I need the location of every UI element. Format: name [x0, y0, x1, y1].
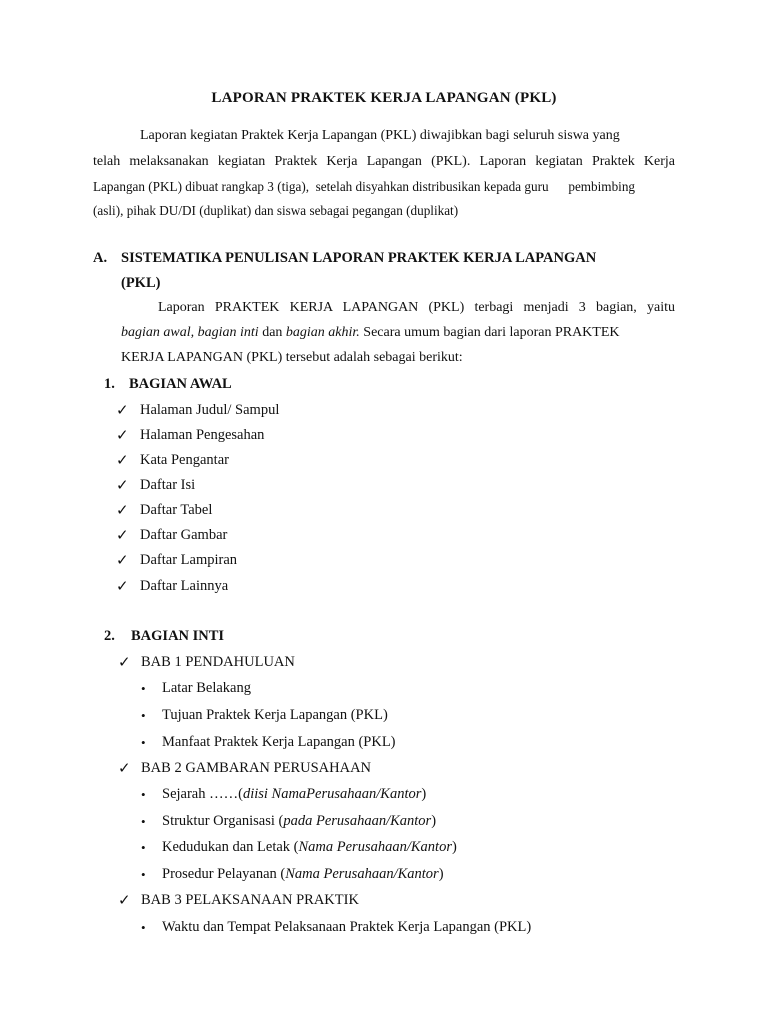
section-a-text-1: dan: [258, 325, 286, 340]
check-icon: ✓: [116, 503, 129, 519]
section-a-italic-1: bagian awal, bagian inti: [121, 325, 259, 340]
check-icon: ✓: [116, 579, 129, 595]
check-icon: ✓: [116, 428, 129, 444]
bab-1-item: Latar Belakang: [162, 680, 251, 696]
bullet-icon: •: [141, 840, 146, 855]
bagian-inti-heading: BAGIAN INTI: [131, 628, 225, 644]
bullet-icon: •: [141, 867, 146, 882]
bagian-awal-number: 1.: [104, 376, 115, 392]
bagian-awal-item: Halaman Judul/ Sampul: [140, 402, 280, 418]
bagian-awal-item: Daftar Lainnya: [140, 578, 229, 594]
check-icon: ✓: [116, 478, 129, 494]
bullet-icon: •: [141, 735, 146, 750]
bab-2-item-italic: Nama Perusahaan/Kantor: [298, 839, 452, 855]
intro-line-4: (asli), pihak DU/DI (duplikat) dan siswa sebagai pegangan (duplikat): [93, 203, 459, 218]
bab-2-item: [162, 786, 426, 803]
bagian-awal-item: Halaman Pengesahan: [140, 427, 265, 443]
bagian-awal-heading: BAGIAN AWAL: [129, 376, 232, 392]
section-a-para-line-3: KERJA LAPANGAN (PKL) tersebut adalah sebagai berikut:: [121, 350, 463, 365]
bab-2-item-text: Kedudukan dan Letak (: [162, 839, 299, 855]
bullet-icon: •: [141, 920, 146, 935]
check-icon: ✓: [116, 453, 129, 469]
bab-2-item-text: Prosedur Pelayanan (: [162, 866, 286, 882]
bab-2-item-close: ): [431, 813, 437, 829]
bab-2-item-close: ): [421, 786, 427, 802]
bab-2-item: [162, 813, 436, 830]
bab-1-label: BAB 1 PENDAHULUAN: [141, 654, 295, 670]
check-icon: ✓: [118, 655, 131, 671]
bab-3-label: BAB 3 PELAKSANAAN PRAKTIK: [141, 892, 359, 908]
section-a-text-2: Secara umum bagian dari laporan PRAKTEK: [359, 325, 620, 340]
bullet-icon: •: [141, 708, 146, 723]
bab-2-item: [162, 866, 444, 883]
bab-3-item: Waktu dan Tempat Pelaksanaan Praktek Kerja Lapangan (PKL): [162, 919, 532, 935]
bullet-icon: •: [141, 814, 146, 829]
section-a-heading-line-1: SISTEMATIKA PENULISAN LAPORAN PRAKTEK KERJA LAPANGAN: [121, 250, 597, 266]
bagian-awal-item: Daftar Gambar: [140, 527, 228, 543]
intro-line-3: Lapangan (PKL) dibuat rangkap 3 (tiga), setelah disyahkan distribusikan kepada guru pembimbing: [93, 179, 636, 194]
bab-2-item-italic: diisi NamaPerusahaan/Kantor: [242, 786, 422, 802]
check-icon: ✓: [118, 893, 131, 909]
section-a-para-line-1: Laporan PRAKTEK KERJA LAPANGAN (PKL) terbagi menjadi 3 bagian, yaitu: [158, 300, 675, 315]
section-a-heading-line-2: (PKL): [121, 275, 161, 291]
bagian-inti-number: 2.: [104, 628, 115, 644]
bab-2-item-text: Sejarah ……(: [162, 786, 243, 802]
bullet-icon: •: [141, 681, 146, 696]
check-icon: ✓: [116, 403, 129, 419]
bab-2-item-text: Struktur Organisasi (: [162, 813, 284, 829]
section-a-letter: A.: [93, 250, 108, 266]
document-title: LAPORAN PRAKTEK KERJA LAPANGAN (PKL): [211, 90, 557, 106]
check-icon: ✓: [116, 528, 129, 544]
bab-2-label: BAB 2 GAMBARAN PERUSAHAAN: [141, 760, 372, 776]
bagian-awal-item: Kata Pengantar: [140, 452, 229, 468]
check-icon: ✓: [116, 553, 129, 569]
bab-1-item: Manfaat Praktek Kerja Lapangan (PKL): [162, 734, 396, 750]
bagian-awal-item: Daftar Lampiran: [140, 552, 238, 568]
intro-line-1: Laporan kegiatan Praktek Kerja Lapangan (PKL) diwajibkan bagi seluruh siswa yang: [140, 128, 620, 143]
bab-2-item-italic: Nama Perusahaan/Kantor: [285, 866, 439, 882]
bab-1-item: Tujuan Praktek Kerja Lapangan (PKL): [162, 707, 388, 723]
section-a-para-line-2: [121, 325, 620, 341]
bab-2-item-close: ): [438, 866, 444, 882]
bab-2-item-italic: pada Perusahaan/Kantor: [283, 813, 432, 829]
bagian-awal-item: Daftar Isi: [140, 477, 196, 493]
bab-2-item-close: ): [451, 839, 457, 855]
bullet-icon: •: [141, 787, 146, 802]
bagian-awal-item: Daftar Tabel: [140, 502, 213, 518]
intro-line-2: telah melaksanakan kegiatan Praktek Kerja Lapangan (PKL). Laporan kegiatan Praktek Kerja: [93, 154, 675, 169]
bab-2-item: [162, 839, 457, 856]
section-a-italic-2: bagian akhir.: [285, 325, 360, 340]
check-icon: ✓: [118, 761, 131, 777]
